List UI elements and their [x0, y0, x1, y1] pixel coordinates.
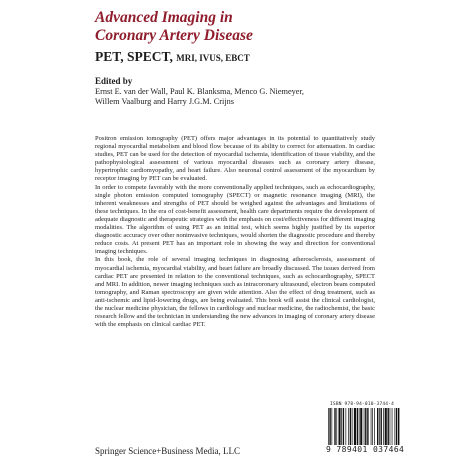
- editors-line-1: Ernst E. van der Wall, Paul K. Blanksma, Menco G. Niemeyer,: [95, 87, 304, 96]
- editors-list: [95, 87, 304, 107]
- publisher-name: Springer Science+Business Media, LLC: [95, 446, 241, 456]
- book-title-line-2: Coronary Artery Disease: [95, 27, 253, 44]
- subtitle-main: PET, SPECT,: [95, 49, 177, 64]
- description-paragraph-3: In this book, the role of several imaging techniques in diagnosing atherosclerosis, assessment of myocardial ischemia, myocardial viability, and heart failure are broadly discussed. The issues derived from cardiac PET are presented in relation to the conventional techniques, such as echocardiography, SPECT and MRI. In addition, newer imaging techniques such as intracoronary ultrasound, electron beam computed tomography, and Raman spectroscopy are given wide attention. Also the effect of drug treatment, such as anti-ischemic and lipid-lowering drugs, are being evaluated. This book will assist the clinical cardiologist, the nuclear medicine physician, the fellows in cardiology and nuclear medicine, the radiochemist, the basic research fellow and the technician in understanding the new advances in imaging of coronary artery disease with the emphasis on clinical cardiac PET.: [95, 256, 375, 329]
- book-description: [95, 135, 375, 329]
- isbn-text: ISBN 978-94-010-3744-4: [330, 402, 395, 407]
- description-paragraph-1: Positron emission tomography (PET) offers major advantages in its potential to quantitatively study regional myocardial metabolism and blood flow because of its ability to correct for attenuation. In cardiac studies, PET can be used for the detection of myocardial ischemia, identification of tissue viability, and the pathophysiological assessment of various myocardial diseases such as coronary artery disease, hypertrophic cardiomyopathy, and heart failure. Also neuronal control assessment of the myocardium by receptor imaging by PET can be evaluated.: [95, 135, 375, 183]
- subtitle-small: MRI, IVUS, EBCT: [176, 53, 250, 63]
- barcode-image: [326, 408, 418, 448]
- edited-by-label: Edited by: [95, 76, 133, 86]
- book-subtitle: [95, 49, 250, 65]
- book-title-line-1: Advanced Imaging in: [95, 9, 233, 26]
- description-paragraph-2: In order to compete favorably with the more conventionally applied techniques, such as echocardiography, single photon emission computed tomography (SPECT) or magnetic resonance imaging (MRI), the inherent weaknesses and strengths of PET should be weighed against the advantages and limitations of these techniques. In the era of cost-benefit assessment, health care departments require the development of adequate diagnostic and therapeutic strategies with the emphasis on cost/effectiveness for different imaging modalities. The algorithm of using PET as an initial test, which seems highly justified by its superior diagnostic accuracy over other noninvasive techniques, would shorten the diagnostic procedure and thereby reduce costs. At present PET has an important role in showing the way and direction for conventional imaging techniques.: [95, 183, 375, 256]
- editors-line-2: Willem Vaalburg and Harry J.G.M. Crijns: [95, 97, 235, 106]
- book-title: [95, 9, 395, 45]
- barcode-number: 9 789401 037464: [326, 445, 405, 454]
